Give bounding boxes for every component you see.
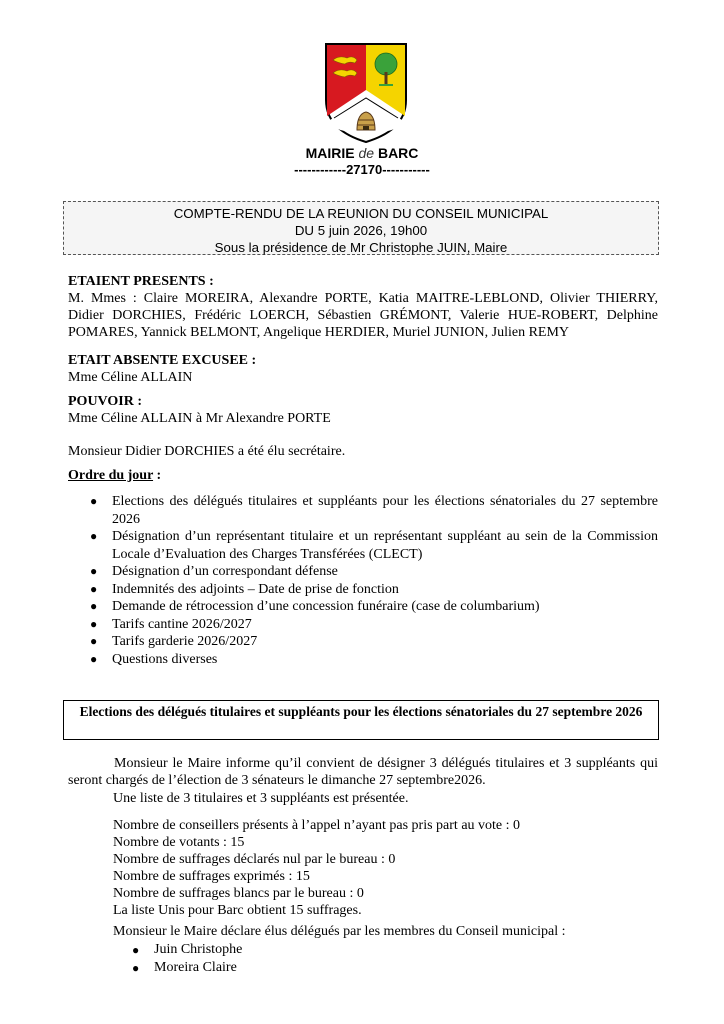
- agenda-item: [88, 493, 658, 528]
- title-line-1: COMPTE-RENDU DE LA REUNION DU CONSEIL MUNICIPAL: [173, 206, 549, 221]
- bullet-icon: ●: [90, 599, 98, 613]
- agenda-item-text: Désignation d’un correspondant défense: [112, 564, 338, 579]
- agenda-item-text: Désignation d’un représentant titulaire et un représentant suppléant au sein de la Commission Locale d’Evaluation des Charges Transférées (CLECT): [112, 529, 658, 562]
- report-title-box: [63, 201, 659, 255]
- agenda-item-text: Demande de rétrocession d’une concession funéraire (case de columbarium): [112, 599, 540, 614]
- agenda-item: [88, 633, 658, 651]
- elected-item: [130, 959, 242, 977]
- agenda-list: [88, 493, 658, 668]
- section-intro-text: Monsieur le Maire informe qu’il convient de désigner 3 délégués titulaires et 3 suppléants qui seront chargés de l’élection de 3 sénateurs le dimanche 27 septembre2026.: [68, 756, 658, 788]
- agenda-item: [88, 563, 658, 581]
- ordre-du-jour-label: Ordre du jour: [68, 468, 154, 483]
- vote-results: [113, 817, 658, 919]
- bullet-icon: ●: [90, 564, 98, 578]
- pouvoir-heading: POUVOIR :: [68, 394, 142, 409]
- agenda-item-text: Questions diverses: [112, 651, 218, 667]
- liste-presentee-text: Une liste de 3 titulaires et 3 suppléants est présentée.: [113, 791, 409, 806]
- elected-list: [130, 941, 242, 977]
- mairie-de: de: [358, 145, 375, 161]
- vote-line: La liste Unis pour Barc obtient 15 suffrages.: [113, 903, 362, 918]
- town-crest-logo: [324, 42, 408, 144]
- presents-heading: ETAIENT PRESENTS :: [68, 274, 214, 289]
- title-line-3: Sous la présidence de Mr Christophe JUIN, Maire: [214, 240, 508, 255]
- ordre-du-jour-heading: [68, 467, 658, 484]
- mairie-suffix: BARC: [374, 145, 419, 161]
- elected-name: Juin Christophe: [154, 942, 243, 957]
- mairie-title: [0, 145, 724, 162]
- pouvoir-text: Mme Céline ALLAIN à Mr Alexandre PORTE: [68, 411, 331, 426]
- absente-text: Mme Céline ALLAIN: [68, 370, 193, 385]
- agenda-item: [88, 528, 658, 563]
- bullet-icon: ●: [90, 634, 98, 648]
- agenda-item-text: Tarifs garderie 2026/2027: [112, 634, 258, 649]
- elected-name: Moreira Claire: [154, 960, 237, 975]
- ordre-du-jour-colon: :: [153, 468, 162, 483]
- bullet-icon: ●: [90, 616, 98, 631]
- vote-line: Nombre de suffrages déclarés nul par le bureau : 0: [113, 852, 396, 867]
- agenda-item: [88, 651, 658, 669]
- mairie-prefix: MAIRIE: [305, 145, 359, 161]
- presents-list: M. Mmes : Claire MOREIRA, Alexandre PORTE, Katia MAITRE-LEBLOND, Olivier THIERRY, Didier DORCHIES, Frédéric LOERCH, Sébastien GRÉMONT, Valerie HUE-ROBERT, Delphine POMARES, Yannick BELMONT, Angelique HERDIER, Muriel JUNION, Julien REMY: [68, 291, 658, 340]
- pouvoir-section: [68, 393, 658, 427]
- agenda-item: [88, 616, 658, 634]
- postal-code-line: ------------27170-----------: [294, 162, 430, 177]
- absente-section: [68, 352, 658, 386]
- agenda-item-text: Indemnités des adjoints – Date de prise de fonction: [112, 581, 399, 597]
- secretaire-text: Monsieur Didier DORCHIES a été élu secrétaire.: [68, 444, 346, 459]
- agenda-item-text: Tarifs cantine 2026/2027: [112, 616, 252, 632]
- bullet-icon: ●: [90, 651, 98, 666]
- section-title-box: Elections des délégués titulaires et suppléants pour les élections sénatoriales du 27 septembre 2026: [63, 700, 659, 740]
- vote-line: Nombre de conseillers présents à l’appel n’ayant pas pris part au vote : 0: [113, 818, 521, 833]
- bullet-icon: ●: [132, 961, 140, 975]
- vote-line: Nombre de suffrages blancs par le bureau : 0: [113, 886, 364, 901]
- agenda-item-text: Elections des délégués titulaires et suppléants pour les élections sénatoriales du 27 septembre 2026: [112, 494, 658, 527]
- agenda-item: [88, 581, 658, 599]
- vote-line: Nombre de suffrages exprimés : 15: [113, 869, 310, 884]
- vote-line: Nombre de votants : 15: [113, 835, 245, 850]
- bullet-icon: ●: [132, 943, 140, 957]
- title-line-2: DU 5 juin 2026, 19h00: [294, 223, 428, 238]
- elected-item: [130, 941, 242, 959]
- bullet-icon: ●: [90, 581, 98, 596]
- bullet-icon: ●: [90, 529, 98, 543]
- absente-heading: ETAIT ABSENTE EXCUSEE :: [68, 353, 257, 368]
- bullet-icon: ●: [90, 494, 98, 508]
- presents-section: [68, 273, 658, 341]
- agenda-item: [88, 598, 658, 616]
- declare-text: Monsieur le Maire déclare élus délégués par les membres du Conseil municipal :: [113, 924, 566, 939]
